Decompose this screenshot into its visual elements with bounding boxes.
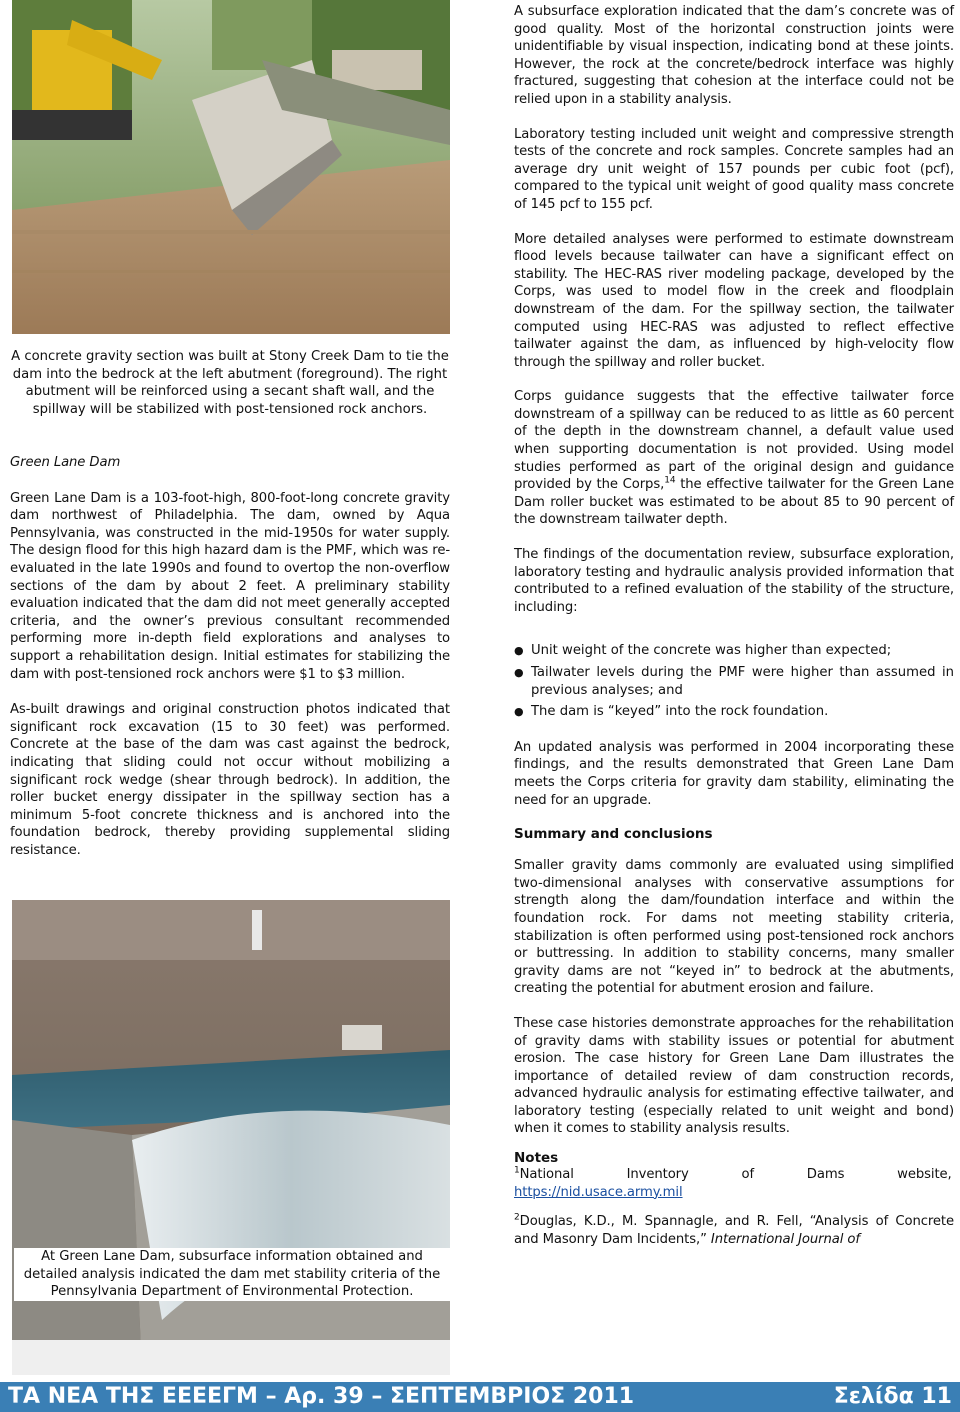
footer-page-number: Σελίδα 11 [833,1384,952,1409]
section-title-green-lane-dam: Green Lane Dam [10,455,121,470]
list-item: ● Tailwater levels during the PMF were higher than assumed in previous analyses; and [514,664,954,699]
right-para-7: Smaller gravity dams commonly are evaluated using simplified two-dimensional analyses with conservative assumptions for strength along the dam/foundation interface and within the foundation rock. For dams not meeting stability criteria, stabilization is often performed using post-tensioned rock anchors or buttressing. In addition to stability concerns, many smaller gravity dams are not “keyed in” to bedrock at the abutments, creating the potential for abutment erosion and failure. [514,858,954,997]
green-lane-para-1: Green Lane Dam is a 103-foot-high, 800-foot-long concrete gravity dam northwest of Philadelphia. The dam, owned by Aqua Pennsylvania, was constructed in the mid-1950s for water supply. The design flood for this high hazard dam is the PMF, which was re-evaluated in the late 1990s and found to overtop the non-overflow sections of the dam by about 2 feet. A preliminary stability evaluation indicated that the dam did not meet generally accepted criteria, and the owner’s previous consultant recommended performing more in-depth field explorations and analyses to support a rehabilitation design. Initial estimates for stabilizing the dam with post-tensioned rock anchors were $1 to $3 million. [10,490,450,682]
note-2-journal: International Journal of [710,1231,860,1247]
note-2-text: Douglas, K.D., M. Spannagle, and R. Fell, “Analysis of Concrete and Masonry Dam Incidents,” [514,1214,954,1247]
summary-heading: Summary and conclusions [514,826,713,843]
footer-issue: ΤΑ ΝΕΑ ΤΗΣ ΕΕΕΕΓΜ – Αρ. 39 – ΣΕΠΤΕΜΒΡΙΟΣ 2011 [8,1384,635,1409]
note-1 [514,1166,954,1201]
note-2-number: 2 [514,1212,520,1223]
note-1-text: National Inventory of Dams website, [519,1167,952,1183]
right-para-4-part-a: Corps guidance suggests that the effective tailwater force downstream of a spillway can be reduced to as little as 60 percent of the depth in the downstream channel, a default value used when supporting documentation is not provided. Using model studies performed as part of the original design and guidance provided by the Corps, [514,389,954,493]
right-para-5: The findings of the documentation review, subsurface exploration, laboratory testing and hydraulic analysis provided information that contributed to a refined evaluation of the stability of the structure, including: [514,547,954,615]
right-para-4 [514,388,954,529]
photo2-caption: At Green Lane Dam, subsurface information obtained and detailed analysis indicated the dam met stability criteria of the Pennsylvania Department of Environmental Protection. [14,1248,450,1301]
right-para-6: An updated analysis was performed in 2004 incorporating these findings, and the results demonstrated that Green Lane Dam meets the Corps criteria for gravity dam stability, eliminating the need for an upgrade. [514,739,954,808]
footnote-ref-14: 14 [664,475,676,486]
green-lane-para-2: As-built drawings and original construction photos indicated that significant rock excavation (15 to 30 feet) was performed. Concrete at the base of the dam was cast against the bedrock, indicating that sliding could not occur without mobilizing a significant rock wedge (shear through bedrock). In addition, the roller bucket energy dissipater in the spillway section has a minimum 5-foot concrete thickness and is anchored into the foundation bedrock, thereby providing supplemental sliding resistance. [10,702,450,858]
right-para-3: More detailed analyses were performed to estimate downstream flood levels because tailwater can have a significant effect on stability. The HEC-RAS river modeling package, developed by the Corps, was used to model flow in the creek and floodplain downstream of the dam. For the spillway section, the tailwater computed using HEC-RAS was adjusted to reflect effective tailwater against the dam, as influenced by high-velocity flow through the spillway and roller bucket. [514,231,954,370]
note-2 [514,1213,954,1248]
right-para-2: Laboratory testing included unit weight and compressive strength tests of the concrete and rock samples. Concrete samples had an average dry unit weight of 157 pounds per cubic foot (pcf), compared to the typical unit weight of good quality mass concrete of 145 pcf to 155 pcf. [514,126,954,212]
list-item: ● Unit weight of the concrete was higher than expected; [514,642,954,660]
stony-creek-dam-photo [12,0,450,334]
right-para-1: A subsurface exploration indicated that the dam’s concrete was of good quality. Most of the horizontal construction joints were unidentifiable by visual inspection, indicating bond at these joints. However, the rock at the concrete/bedrock interface was highly fractured, suggesting that cohesion at the interface could not be relied upon in a stability analysis. [514,4,954,107]
nid-link[interactable]: https://nid.usace.army.mil [514,1184,683,1200]
note-1-number: 1 [514,1165,520,1176]
right-para-8: These case histories demonstrate approaches for the rehabilitation of gravity dams with stability issues or potential for abutment erosion. The case history for Green Lane Dam illustrates the importance of detailed review of dam construction records, advanced hydraulic analysis for estimating effective tailwater, and laboratory testing (especially related to unit weight and bond) when it comes to stability analysis results. [514,1015,954,1137]
notes-heading: Notes [514,1150,559,1167]
findings-list [514,642,954,720]
right-para-4-part-b: the effective tailwater for the Green Lane Dam roller bucket was estimated to be about 85 to 90 percent of the downstream tailwater depth. [514,477,954,528]
photo1-caption: A concrete gravity section was built at Stony Creek Dam to tie the dam into the bedrock at the left abutment (foreground). The right abutment will be reinforced using a secant shaft wall, and the spillway will be stabilized with post-tensioned rock anchors. [11,349,449,417]
page-footer [0,1382,960,1412]
list-item: ● The dam is “keyed” into the rock foundation. [514,703,954,721]
green-lane-dam-photo [12,900,450,1375]
